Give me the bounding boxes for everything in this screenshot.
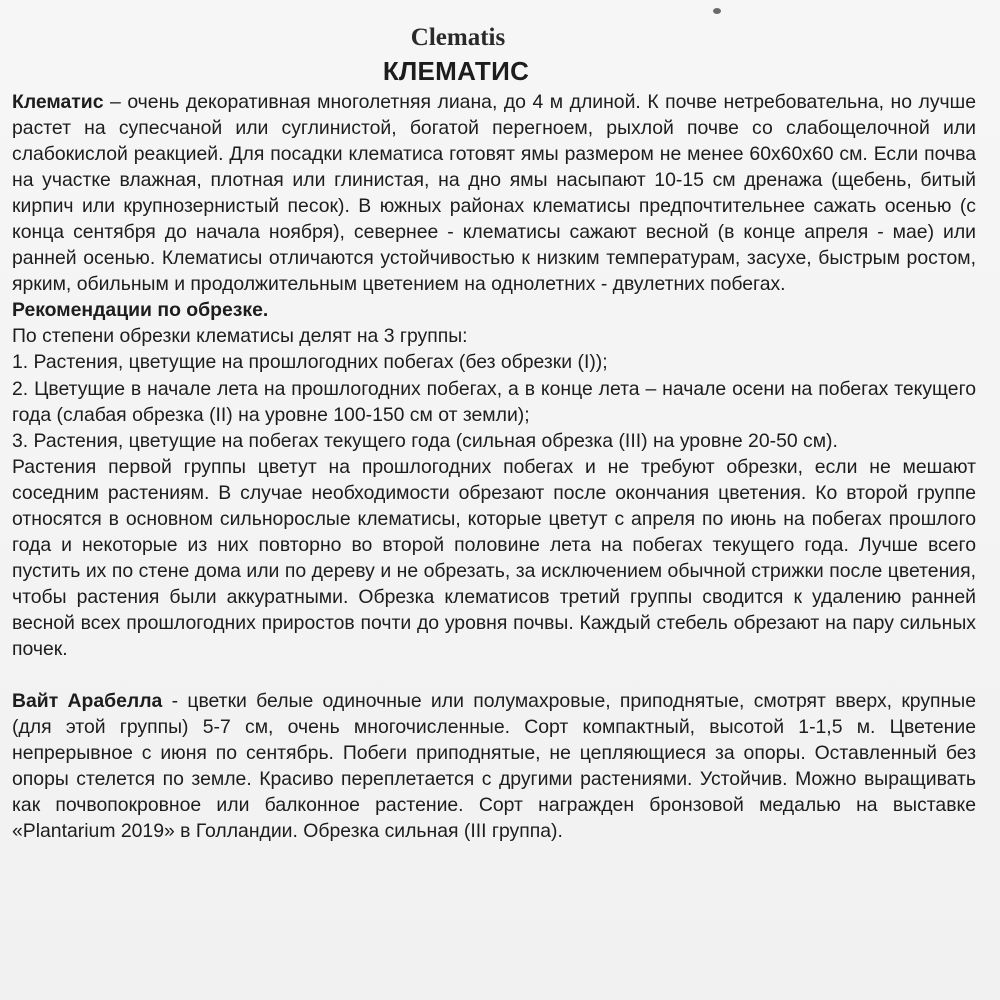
pruning-item-1: 1. Растения, цветущие на прошлогодних побегах (без обрезки (I)); — [12, 351, 608, 374]
intro-term: Клематис — [12, 91, 104, 113]
print-speck — [713, 8, 721, 14]
label-body — [12, 89, 976, 844]
pruning-lead: По степени обрезки клематисы делят на 3 группы: — [12, 325, 468, 348]
intro-paragraph — [12, 89, 976, 297]
pruning-heading: Рекомендации по обрезке. — [12, 299, 269, 322]
page-title: КЛЕМАТИС — [382, 56, 530, 86]
section-gap — [12, 662, 976, 688]
pruning-text: Растения первой группы цветут на прошлогодних побегах и не требуют обрезки, если не мешают соседним растениям. В случае необходимости обрезают после окончания цветения. Ко второй группе относятся в основном сильнорослые клематисы, которые цветут с апреля по июнь на побегах прошлого года и некоторые из них повторно во второй половине лета на побегах текущего года. Лучше всего пустить их по стене дома или по дереву и не обрезать, за исключением обычной стрижки после цветения, чтобы растения были аккуратными. Обрезка клематисов третий группы сводится к удалению ранней весной всех прошлогодних приростов почти до уровня почвы. Каждый стебель обрезают на пару сильных почек. — [12, 455, 976, 660]
variety-text: - цветки белые одиночные или полумахровые, приподнятые, смотрят вверх, крупные (для этой группы) 5-7 см, очень многочисленные. Сорт компактный, высотой 1-1,5 м. Цветение непрерывное с июня по сентябрь. Побеги приподнятые, не цепляющиеся за опоры. Оставленный без опоры стелется по земле. Красиво переплетается с другими растениями. Устойчив. Можно выращивать как почвопокровное или балконное растение. Сорт награжден бронзовой медалью на выставке «Plantarium 2019» в Голландии. Обрезка сильная (III группа). — [12, 690, 976, 843]
pruning-item-3: 3. Растения, цветущие на побегах текущего года (сильная обрезка (III) на уровне 20-50 см). — [12, 429, 838, 452]
variety-name: Вайт Арабелла — [12, 690, 163, 713]
variety-paragraph — [12, 688, 976, 844]
intro-text: – очень декоративная многолетняя лиана, до 4 м длиной. К почве нетребовательна, но лучше растет на супесчаной или суглинистой, богатой перегноем, рыхлой почве со слабощелочной или слабокислой реакцией. Для посадки клематиса готовят ямы размером не менее 60х60х60 см. Если почва на участке влажная, плотная или глинистая, на дно ямы насыпают 10-15 см дренажа (щебень, битый кирпич или крупнозернистый песок). В южных районах клематисы предпочтительнее сажать осенью (с конца сентября до начала ноября), севернее - клематисы сажают весной (в конце апреля - мае) или ранней осенью. Клематисы отличаются устойчивостью к низким температурам, засухе, быстрым ростом, ярким, обильным и продолжительным цветением на однолетних - двулетних побегах. — [12, 91, 976, 296]
pruning-item-2: 2. Цветущие в начале лета на прошлогодних побегах, а в конце лета – начале осени на побегах текущего года (слабая обрезка (II) на уровне 100-150 см от земли); — [12, 377, 976, 426]
latin-title: Clematis — [410, 24, 506, 51]
pruning-section — [12, 297, 976, 662]
